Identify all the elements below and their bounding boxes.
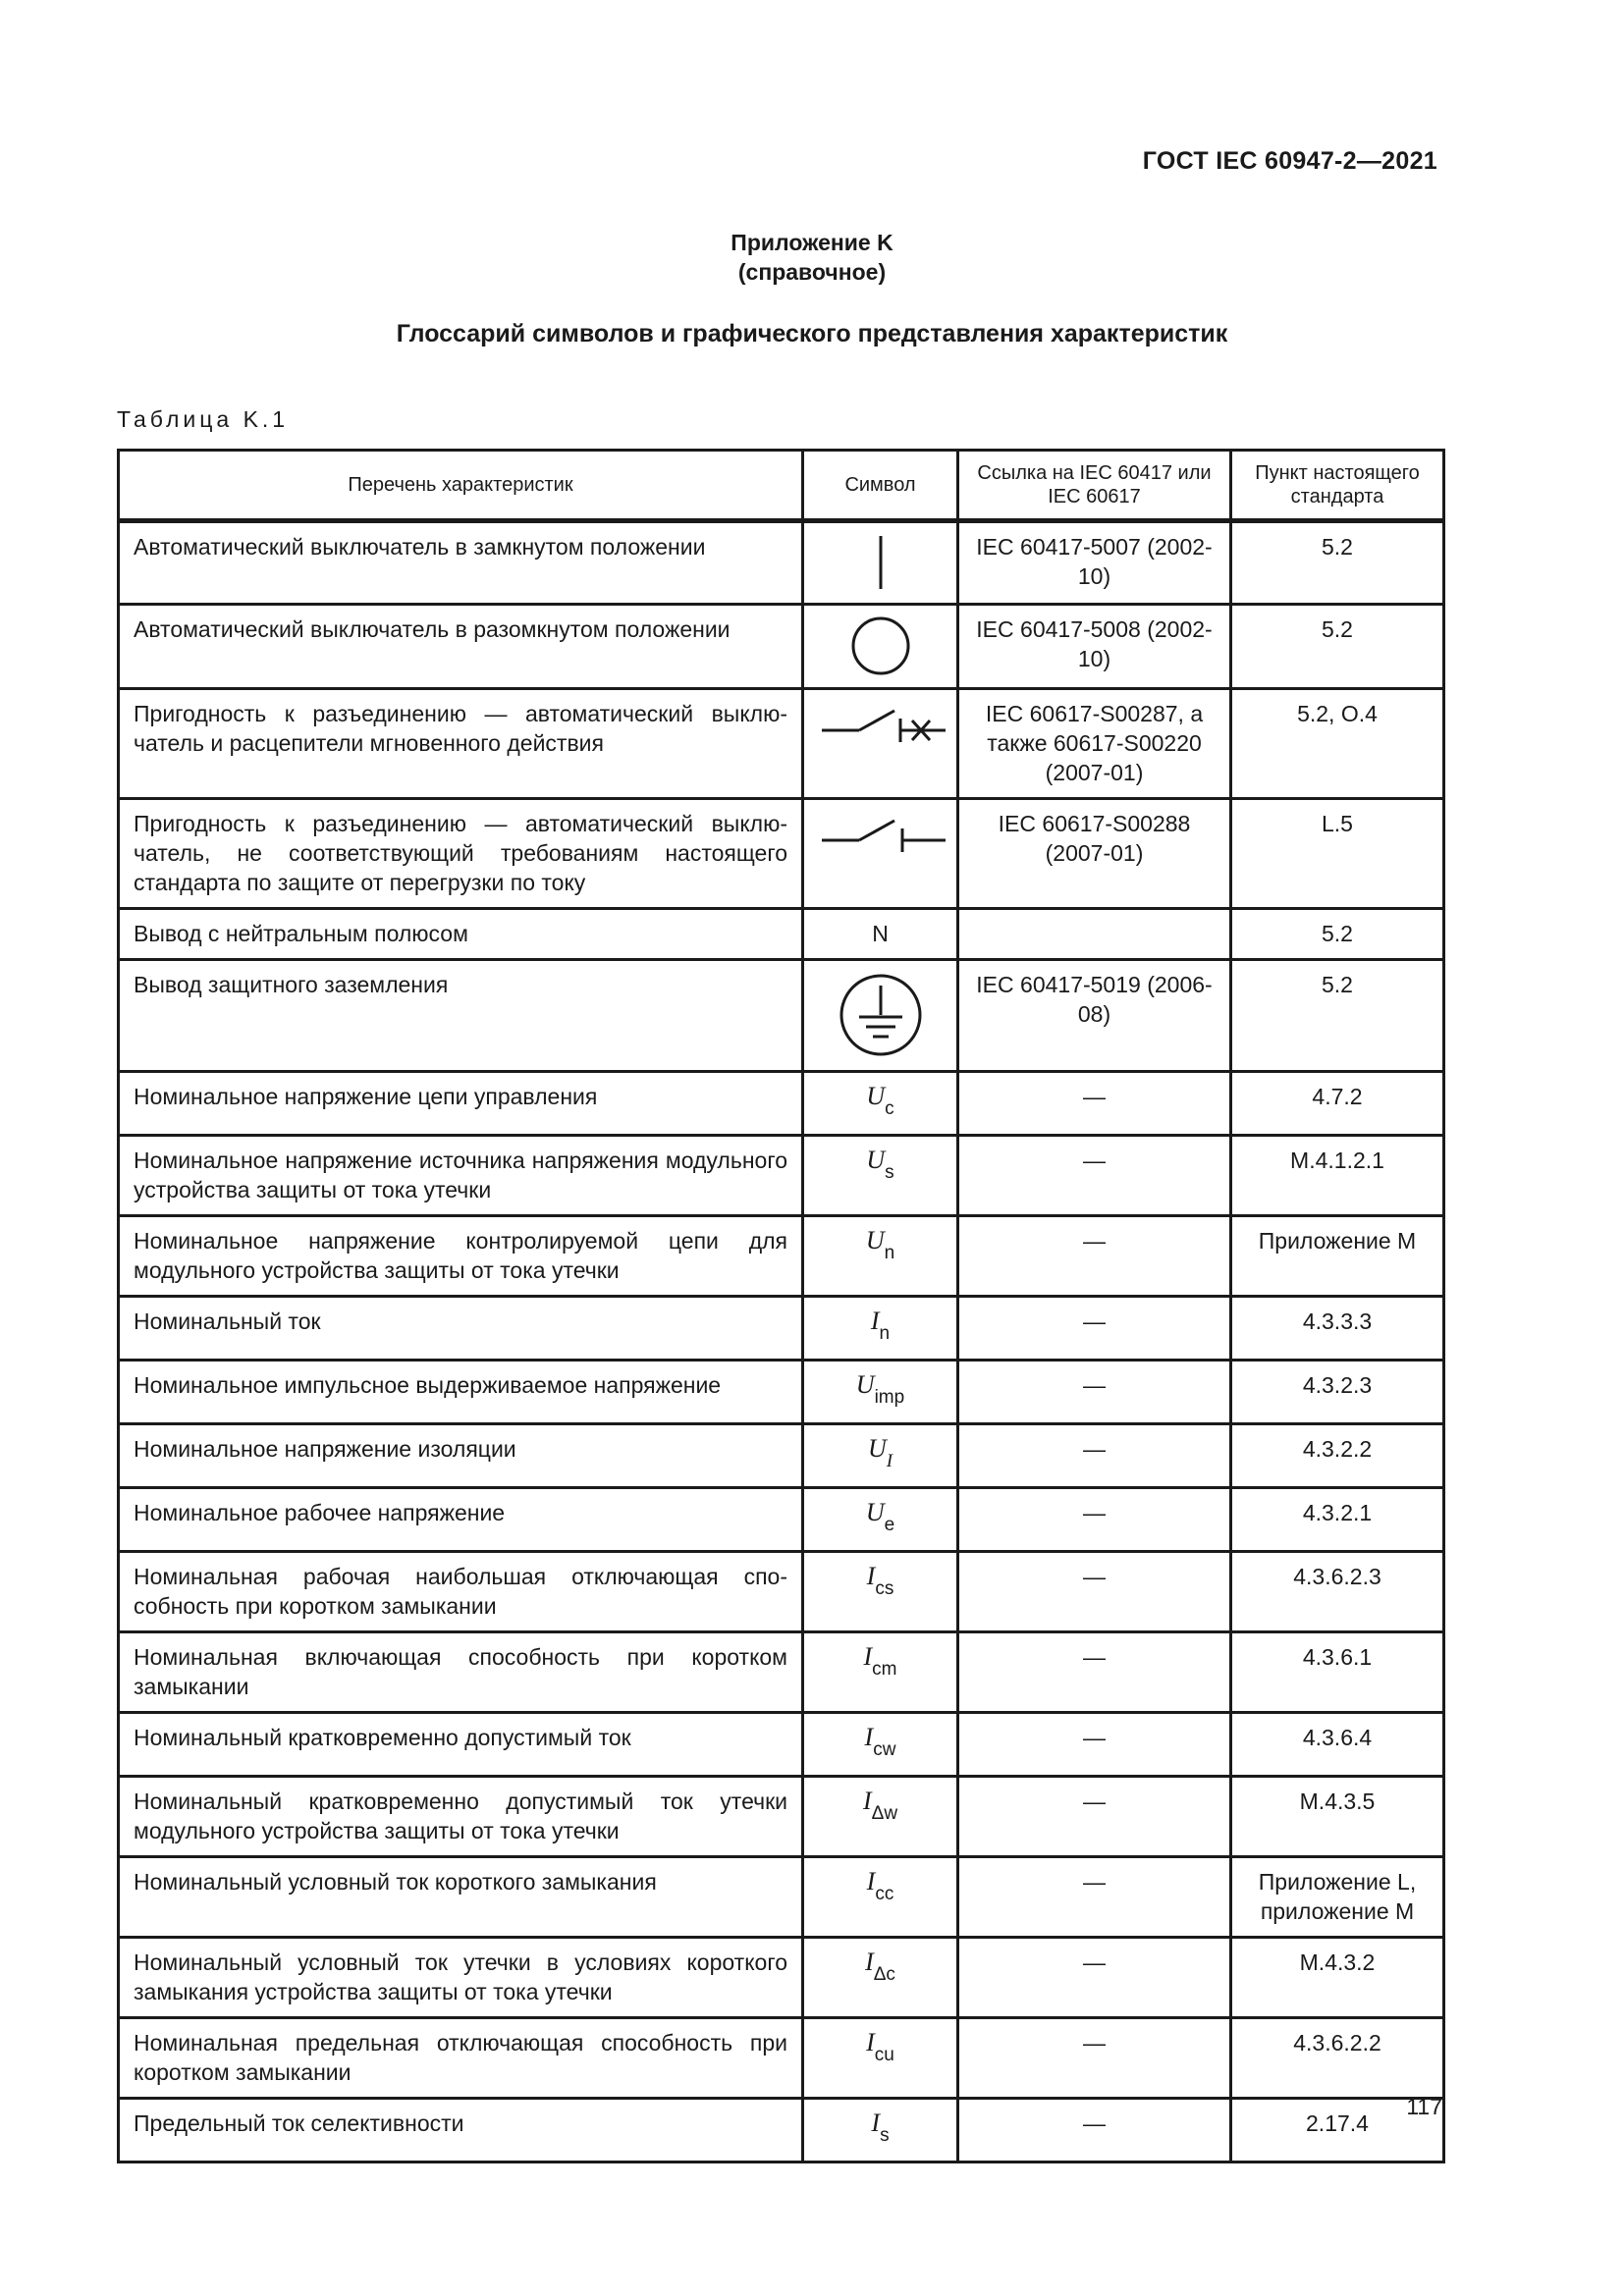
table-row xyxy=(119,1424,1444,1488)
table-row xyxy=(119,1297,1444,1361)
symbols-table xyxy=(117,449,1445,2163)
column-header-reference: Ссылка на IEC 60417 или IEC 60617 xyxy=(958,451,1231,521)
clause-cell: 4.3.6.1 xyxy=(1231,1632,1444,1713)
symbol-subscript: n xyxy=(879,1323,891,1344)
symbol-notation xyxy=(866,2028,894,2070)
clause-cell: M.4.3.2 xyxy=(1231,1938,1444,2018)
glossary-title: Глоссарий символов и графического представления характеристик xyxy=(396,320,1228,347)
symbol-notation xyxy=(866,1146,893,1188)
column-header-feature: Перечень характеристик xyxy=(119,451,803,521)
reference-cell: — xyxy=(958,1072,1231,1136)
symbol-notation xyxy=(866,1498,894,1540)
symbol-letter: I xyxy=(866,1562,876,1590)
symbol-subscript: n xyxy=(884,1243,895,1263)
symbol-subscript: cu xyxy=(874,2045,894,2065)
table-row xyxy=(119,1488,1444,1552)
symbol-cell xyxy=(803,1552,958,1632)
reference-cell: — xyxy=(958,1713,1231,1777)
symbol-notation xyxy=(867,1867,894,1909)
feature-cell: Номинальная рабочая наибольшая отключающая способность при коротком замыкании xyxy=(119,1552,803,1632)
symbol-subscript: s xyxy=(885,1162,894,1183)
appendix-title xyxy=(0,228,1624,287)
reference-cell: — xyxy=(958,1216,1231,1297)
column-header-clause: Пункт настоящего стандарта xyxy=(1231,451,1444,521)
symbol-subscript: cc xyxy=(875,1884,894,1904)
feature-cell: Автоматический выключатель в замкнутом положении xyxy=(119,521,803,605)
clause-cell: M.4.3.5 xyxy=(1231,1777,1444,1857)
reference-cell: IEC 60417-5008 (2002-10) xyxy=(958,605,1231,689)
reference-cell: — xyxy=(958,1632,1231,1713)
clause-cell: 5.2 xyxy=(1231,521,1444,605)
table-row xyxy=(119,1361,1444,1424)
feature-cell: Пригодность к разъединению — автоматический выключатель, не соответствующий требованиям настоящего стандарта по защите от перегрузки по току xyxy=(119,799,803,909)
isolation-non-compliant-icon xyxy=(818,809,943,852)
clause-cell: 4.3.2.3 xyxy=(1231,1361,1444,1424)
reference-cell: — xyxy=(958,1857,1231,1938)
symbol-notation xyxy=(866,1226,894,1268)
symbol-notation xyxy=(868,1434,893,1476)
symbol-cell xyxy=(803,1424,958,1488)
symbol-cell xyxy=(803,1777,958,1857)
reference-cell: IEC 60617-S00287, а также 60617-S00220 (2007-01) xyxy=(958,689,1231,799)
closed-position-icon xyxy=(818,532,943,593)
table-row xyxy=(119,1552,1444,1632)
clause-cell: 4.3.3.3 xyxy=(1231,1297,1444,1361)
table-row xyxy=(119,1857,1444,1938)
symbol-letter: I xyxy=(862,1787,872,1815)
feature-cell: Номинальный кратковременно допустимый ток xyxy=(119,1713,803,1777)
page-number: 117 xyxy=(1406,2094,1442,2119)
symbol-letter: U xyxy=(866,1146,886,1174)
symbol-cell xyxy=(803,1072,958,1136)
symbol-letter: I xyxy=(865,1948,874,1976)
table-row xyxy=(119,1777,1444,1857)
symbol-subscript: e xyxy=(884,1515,895,1535)
table-row xyxy=(119,1072,1444,1136)
symbol-subscript: c xyxy=(885,1098,894,1119)
table-row xyxy=(119,1216,1444,1297)
symbol-cell xyxy=(803,2099,958,2163)
symbol-notation xyxy=(865,1948,895,1990)
table-row xyxy=(119,689,1444,799)
symbol-text: N xyxy=(872,921,889,946)
symbol-letter: U xyxy=(855,1370,875,1399)
symbol-notation xyxy=(865,1723,896,1765)
reference-cell: — xyxy=(958,1552,1231,1632)
feature-cell: Предельный ток селективности xyxy=(119,2099,803,2163)
column-header-symbol: Символ xyxy=(803,451,958,521)
reference-cell: — xyxy=(958,1488,1231,1552)
clause-cell: 4.3.2.1 xyxy=(1231,1488,1444,1552)
symbol-cell xyxy=(803,1488,958,1552)
symbol-cell xyxy=(803,1857,958,1938)
symbol-cell xyxy=(803,799,958,909)
symbol-letter: U xyxy=(867,1434,887,1463)
feature-cell: Вывод с нейтральным полюсом xyxy=(119,909,803,960)
symbol-notation xyxy=(866,1082,893,1124)
table-caption: Таблица K.1 xyxy=(117,406,290,432)
isolation-instantaneous-icon xyxy=(818,699,943,742)
symbol-cell xyxy=(803,1938,958,2018)
symbol-letter: U xyxy=(865,1498,885,1526)
symbol-subscript: cw xyxy=(873,1739,896,1760)
table-row xyxy=(119,1938,1444,2018)
feature-cell: Номинальное напряжение источника напряжения модульного устройства защиты от тока утечки xyxy=(119,1136,803,1216)
clause-cell: 5.2 xyxy=(1231,909,1444,960)
feature-cell: Вывод защитного заземления xyxy=(119,960,803,1072)
feature-cell: Номинальный условный ток короткого замыкания xyxy=(119,1857,803,1938)
symbol-notation xyxy=(864,1642,897,1684)
feature-cell: Пригодность к разъединению — автоматический выключатель и расцепители мгновенного действия xyxy=(119,689,803,799)
symbol-notation xyxy=(867,1562,894,1604)
symbol-cell xyxy=(803,960,958,1072)
table-row xyxy=(119,605,1444,689)
feature-cell: Номинальный кратковременно допустимый ток утечки модульного устройства защиты от тока утечки xyxy=(119,1777,803,1857)
table-row xyxy=(119,2099,1444,2163)
symbol-cell xyxy=(803,689,958,799)
symbol-notation xyxy=(856,1370,904,1413)
clause-cell: 2.17.4 xyxy=(1231,2099,1444,2163)
reference-cell: — xyxy=(958,1777,1231,1857)
symbol-subscript: I xyxy=(886,1451,893,1471)
clause-cell: 5.2 xyxy=(1231,605,1444,689)
feature-cell: Номинальный ток xyxy=(119,1297,803,1361)
feature-cell: Номинальное рабочее напряжение xyxy=(119,1488,803,1552)
table-row xyxy=(119,1632,1444,1713)
feature-cell: Номинальное импульсное выдерживаемое напряжение xyxy=(119,1361,803,1424)
symbol-cell xyxy=(803,2018,958,2099)
symbol-cell xyxy=(803,605,958,689)
feature-cell: Автоматический выключатель в разомкнутом положении xyxy=(119,605,803,689)
feature-cell: Номинальное напряжение изоляции xyxy=(119,1424,803,1488)
table-row xyxy=(119,909,1444,960)
symbol-subscript: cs xyxy=(875,1578,894,1599)
clause-cell: 5.2 xyxy=(1231,960,1444,1072)
protective-earth-icon xyxy=(818,970,943,1060)
reference-cell: IEC 60417-5019 (2006-08) xyxy=(958,960,1231,1072)
symbol-cell xyxy=(803,1361,958,1424)
table-row xyxy=(119,1136,1444,1216)
symbol-cell xyxy=(803,521,958,605)
feature-cell: Номинальная предельная отключающая способность при коротком замыкании xyxy=(119,2018,803,2099)
symbol-cell xyxy=(803,1632,958,1713)
feature-cell: Номинальная включающая способность при коротком замыкании xyxy=(119,1632,803,1713)
symbol-cell xyxy=(803,1136,958,1216)
reference-cell: — xyxy=(958,1938,1231,2018)
symbol-cell xyxy=(803,1297,958,1361)
clause-cell: 5.2, O.4 xyxy=(1231,689,1444,799)
symbol-letter: U xyxy=(865,1226,885,1255)
clause-cell: 4.3.6.4 xyxy=(1231,1713,1444,1777)
symbol-cell xyxy=(803,1216,958,1297)
reference-cell: — xyxy=(958,1297,1231,1361)
symbol-notation xyxy=(871,1307,890,1349)
symbol-notation xyxy=(863,1787,897,1829)
document-header: ГОСТ IEC 60947-2—2021 xyxy=(1142,147,1437,175)
clause-cell: M.4.1.2.1 xyxy=(1231,1136,1444,1216)
symbol-letter: I xyxy=(864,1723,874,1751)
feature-cell: Номинальный условный ток утечки в условиях короткого замыкания устройства защиты от тока утечки xyxy=(119,1938,803,2018)
table-body xyxy=(119,521,1444,2163)
clause-cell: 4.3.6.2.3 xyxy=(1231,1552,1444,1632)
open-position-icon xyxy=(818,614,943,677)
symbol-subscript: cm xyxy=(872,1659,897,1680)
table-row xyxy=(119,1713,1444,1777)
appendix-type: (справочное) xyxy=(737,259,887,285)
appendix-label: Приложение K xyxy=(731,230,893,255)
table-row xyxy=(119,960,1444,1072)
symbol-cell xyxy=(803,1713,958,1777)
reference-cell xyxy=(958,909,1231,960)
symbol-letter: I xyxy=(866,2028,875,2056)
reference-cell: — xyxy=(958,1424,1231,1488)
symbol-letter: U xyxy=(866,1082,886,1110)
clause-cell: 4.3.2.2 xyxy=(1231,1424,1444,1488)
symbol-letter: I xyxy=(870,1307,880,1335)
symbol-subscript: Δc xyxy=(873,1964,895,1985)
table-header-row xyxy=(119,451,1444,521)
feature-cell: Номинальное напряжение цепи управления xyxy=(119,1072,803,1136)
table-row xyxy=(119,799,1444,909)
reference-cell: — xyxy=(958,1136,1231,1216)
symbol-subscript: imp xyxy=(874,1387,905,1408)
feature-cell: Номинальное напряжение контролируемой цепи для модульного устройства защиты от тока утечки xyxy=(119,1216,803,1297)
symbol-letter: I xyxy=(863,1642,873,1671)
reference-cell: — xyxy=(958,1361,1231,1424)
clause-cell: 4.3.6.2.2 xyxy=(1231,2018,1444,2099)
table-row xyxy=(119,2018,1444,2099)
reference-cell: — xyxy=(958,2018,1231,2099)
clause-cell: Приложение L, приложение M xyxy=(1231,1857,1444,1938)
symbol-letter: I xyxy=(866,1867,876,1896)
reference-cell: — xyxy=(958,2099,1231,2163)
symbol-notation xyxy=(871,2109,889,2151)
clause-cell: L.5 xyxy=(1231,799,1444,909)
clause-cell: Приложение M xyxy=(1231,1216,1444,1297)
reference-cell: IEC 60617-S00288 (2007-01) xyxy=(958,799,1231,909)
symbol-cell xyxy=(803,909,958,960)
reference-cell: IEC 60417-5007 (2002-10) xyxy=(958,521,1231,605)
clause-cell: 4.7.2 xyxy=(1231,1072,1444,1136)
symbol-subscript: s xyxy=(880,2125,890,2146)
table-row xyxy=(119,521,1444,605)
symbol-subscript: Δw xyxy=(871,1803,898,1824)
symbol-letter: I xyxy=(871,2109,881,2137)
